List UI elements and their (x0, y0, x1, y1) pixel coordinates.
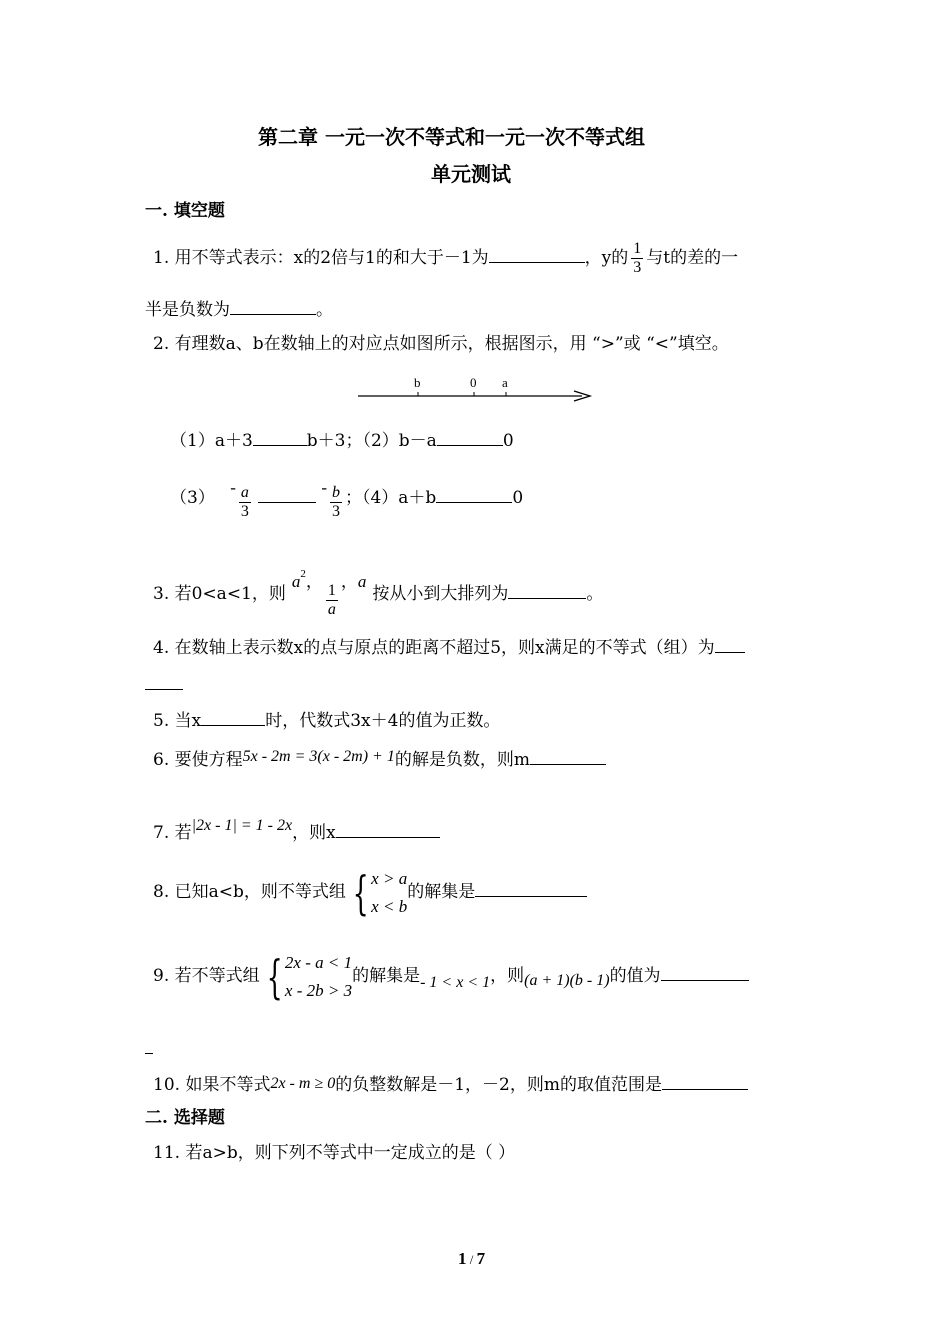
q2-frac2-num: b (331, 484, 340, 501)
question-9 (153, 946, 749, 1013)
document-subtitle: 单元测试 (431, 162, 511, 186)
page-separator: / (466, 1252, 477, 1267)
question-4 (153, 635, 745, 659)
page-number (458, 1248, 485, 1271)
label-a: a (502, 375, 508, 390)
question-2-part-1-2 (170, 428, 514, 452)
q9-text-c: ，则 (490, 966, 525, 986)
question-6 (153, 746, 606, 771)
q1-text-a: 1. 用不等式表示：x的2倍与1的和大于－1为 (153, 248, 489, 268)
q2-minus-2: - (321, 478, 327, 497)
q3-a-squared-base: a (291, 572, 301, 591)
q2-part4-end: 0 (512, 488, 524, 508)
question-8 (153, 862, 587, 922)
q4-text: 4. 在数轴上表示数x的点与原点的距离不超过5，则x满足的不等式（组）为 (153, 638, 715, 658)
q2-minus-1: - (230, 478, 236, 497)
q1-answer-blank-1[interactable] (489, 245, 585, 263)
question-7 (153, 815, 440, 844)
label-b: b (414, 375, 421, 390)
q2-answer-blank-1[interactable] (253, 428, 307, 446)
q3-text-a: 3. 若0<a<1，则 (153, 584, 286, 604)
question-2-text: 2. 有理数a、b在数轴上的对应点如图所示，根据图示，用 “>”或 “<”填空。 (153, 334, 729, 354)
q10-text-a: 10. 如果不等式 (153, 1075, 271, 1095)
q10-text-b: 的负整数解是－1，－2，则m的取值范围是 (335, 1075, 662, 1095)
q7-equation: |2x - 1| = 1 - 2x (191, 817, 293, 834)
q6-equation: 5x - 2m = 3(x - 2m) + 1 (242, 748, 395, 765)
section-multiple-choice: 二. 选择题 (145, 1108, 225, 1128)
page-total: 7 (476, 1249, 486, 1268)
q7-text-a: 7. 若 (153, 823, 192, 843)
q8-brace: { (352, 865, 369, 920)
page-current: 1 (458, 1249, 467, 1268)
q8-answer-blank[interactable] (475, 879, 587, 897)
q9-answer-blank-1[interactable] (661, 963, 749, 981)
q8-system-rows (371, 865, 407, 921)
q3-comma-1: ， (305, 572, 323, 592)
q2-answer-blank-2[interactable] (437, 428, 503, 446)
q9-row-1: 2x - a < 1 (284, 952, 353, 972)
q3-text-b: 按从小到大排列为 (372, 584, 509, 604)
q2-fraction-b3 (330, 484, 342, 521)
q6-text-a: 6. 要使方程 (153, 750, 243, 770)
q9-expression: (a + 1)(b - 1) (524, 972, 610, 989)
q1-fraction (631, 240, 643, 277)
question-2-part-3-4 (170, 462, 523, 524)
q8-text-a: 8. 已知a<b，则不等式组 (153, 882, 346, 902)
q10-answer-blank[interactable] (662, 1072, 748, 1090)
q2-part1-text-c: 0 (502, 431, 514, 451)
q5-text-b: 时，代数式3x＋4的值为正数。 (265, 711, 501, 731)
question-1-line2 (145, 297, 333, 321)
q8-row-1: x > a (371, 868, 408, 888)
q9-inequality-system (260, 949, 352, 1005)
q1-text-c: 与t的差的一 (646, 248, 739, 268)
question-3 (153, 548, 603, 620)
q2-frac2-den: 3 (331, 503, 340, 520)
q3-text-c: 。 (586, 584, 604, 604)
q9-brace: { (266, 949, 283, 1004)
q1-answer-blank-2[interactable] (230, 297, 316, 315)
question-11: 11. 若a>b，则下列不等式中一定成立的是（ ） (153, 1143, 516, 1163)
q9-range: - 1 < x < 1 (420, 974, 491, 991)
q9-system-rows (285, 949, 352, 1005)
q9-text-a: 9. 若不等式组 (153, 966, 260, 986)
q2-fraction-a3 (239, 484, 251, 521)
q3-frac-num: 1 (327, 582, 336, 599)
q1-text-e: 。 (316, 300, 333, 320)
q1-frac-den: 3 (633, 259, 642, 276)
q2-part1-text-a: （1）a＋3 (170, 431, 253, 451)
q3-fraction-1-over-a (326, 582, 338, 619)
q2-part1-text-b: b＋3；（2）b－a (306, 431, 437, 451)
q4-answer-blank-1[interactable] (715, 635, 745, 653)
q9-answer-blank-2[interactable] (145, 1036, 153, 1054)
section-fill-in: 一. 填空题 (145, 201, 225, 221)
q1-frac-num: 1 (633, 240, 642, 257)
q2-frac1-num: a (240, 484, 249, 501)
q5-answer-blank[interactable] (201, 708, 265, 726)
q8-text-b: 的解集是 (407, 882, 476, 902)
q2-answer-blank-4[interactable] (436, 485, 512, 503)
question-9-continuation (145, 1036, 153, 1060)
document-title: 第二章 一元一次不等式和一元一次不等式组 (258, 125, 645, 149)
q4-answer-blank-2[interactable] (145, 672, 183, 690)
q2-part4-text: ；（4）a＋b (344, 488, 437, 508)
q2-answer-blank-3[interactable] (258, 485, 316, 503)
q1-text-d: 半是负数为 (145, 300, 230, 320)
q1-text-b: ，y的 (584, 248, 629, 268)
q2-frac1-den: 3 (240, 503, 249, 520)
q3-answer-blank[interactable] (508, 581, 586, 599)
question-5 (153, 708, 500, 732)
q3-a-squared-exp: 2 (300, 568, 306, 580)
label-0: 0 (470, 375, 477, 390)
q9-row-2: x - 2b > 3 (284, 980, 353, 1000)
question-10 (153, 1072, 748, 1096)
q9-text-b: 的解集是 (352, 966, 421, 986)
q6-answer-blank[interactable] (530, 747, 606, 765)
question-4-continuation (145, 672, 183, 696)
q9-text-d: 的值为 (609, 966, 661, 986)
q10-inequality: 2x - m ≥ 0 (270, 1075, 336, 1092)
number-line-figure (350, 370, 600, 406)
q2-part3-label: （3） (170, 488, 215, 508)
q6-text-b: 的解是负数，则m (394, 750, 530, 770)
q3-frac-den: a (327, 601, 336, 618)
q7-answer-blank[interactable] (336, 820, 440, 838)
q8-inequality-system (346, 865, 407, 921)
q3-a-var: a (357, 572, 367, 591)
q3-comma-2: ， (340, 572, 358, 592)
q8-row-2: x < b (371, 896, 408, 916)
q7-text-b: ，则x (292, 823, 336, 843)
q5-text-a: 5. 当x (153, 711, 202, 731)
question-1-line1 (153, 236, 738, 280)
